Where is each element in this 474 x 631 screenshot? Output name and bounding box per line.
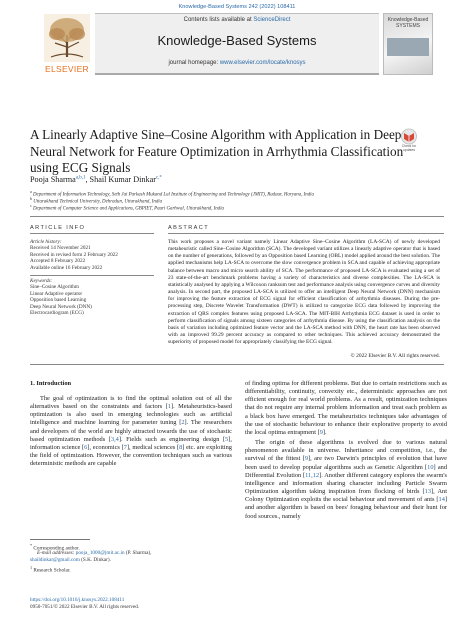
email-link[interactable]: shaildinkar@gmail.com bbox=[30, 557, 80, 563]
body-paragraph bbox=[245, 439, 447, 521]
crossmark-icon bbox=[398, 128, 420, 145]
citation-link[interactable]: 1 bbox=[167, 403, 171, 411]
body-text: ], medical sciences [ bbox=[126, 443, 180, 451]
body-paragraph bbox=[30, 395, 232, 468]
publisher-logo-text: ELSEVIER bbox=[45, 64, 89, 74]
abstract-heading: ABSTRACT bbox=[168, 225, 210, 231]
body-text: ] etc. are exploiting the field of optimization. However, the convention techniques such as various deterministic methods are capable bbox=[30, 443, 232, 468]
keyword-item[interactable]: Sine–Cosine Algorithm bbox=[30, 284, 79, 291]
sciencedirect-link[interactable]: ScienceDirect bbox=[253, 17, 291, 23]
research-scholar-note bbox=[30, 565, 71, 574]
citation-link[interactable]: 14 bbox=[438, 496, 445, 504]
citation-link[interactable]: 6 bbox=[84, 443, 88, 451]
citation-link[interactable]: 7 bbox=[123, 443, 127, 451]
affiliation-text: Department of Information Technology, Seth Jai Parkash Mukand Lal Institute of Engineering and Technology (JMIT), Radaur, Haryana, India bbox=[33, 192, 314, 198]
citation-link[interactable]: 2 bbox=[181, 419, 185, 427]
masthead-band bbox=[95, 13, 379, 75]
email-owner: (P. Sharma), bbox=[124, 550, 152, 556]
body-text: ], are two Darwin's principles of evolution that have been used to develop popular algorithms such as Genetic Algorithm [ bbox=[245, 455, 447, 471]
citation-link[interactable]: 10 bbox=[427, 463, 434, 471]
affiliation-mark: b bbox=[30, 196, 32, 201]
abstract-rule bbox=[168, 233, 444, 234]
citation-link[interactable]: 8 bbox=[179, 443, 183, 451]
keyword-item[interactable]: Opposition based Learning bbox=[30, 297, 87, 304]
contents-prefix: Contents lists available at bbox=[183, 17, 254, 23]
introduction-heading: 1. Introduction bbox=[30, 380, 72, 387]
cover-band bbox=[387, 38, 429, 56]
citation-link[interactable]: 11,12 bbox=[305, 471, 320, 479]
issn-line: 0950-7051/© 2022 Elsevier B.V. All rights reserved. bbox=[30, 604, 140, 610]
crossmark-label: Check for updates bbox=[401, 144, 417, 152]
homepage-link[interactable]: www.elsevier.com/locate/knosys bbox=[219, 60, 306, 66]
body-text: ] and Differential Evolution [ bbox=[245, 463, 448, 479]
keywords-label: Keywords: bbox=[30, 278, 53, 284]
author-name[interactable]: Shail Kumar Dinkar bbox=[89, 175, 156, 184]
keyword-item[interactable]: Electrocardiogram (ECG) bbox=[30, 310, 84, 317]
journal-cover-thumbnail[interactable] bbox=[383, 13, 433, 75]
email-addresses bbox=[30, 550, 151, 557]
footnote-mark: * bbox=[30, 543, 33, 548]
introduction-left-column bbox=[30, 395, 232, 470]
corresponding-author-label: Corresponding author. bbox=[33, 545, 80, 552]
body-text: ]. Another different category explores the swarm's intelligence and information sharing character including Particle Swarm Optimization algorithm taking inspiration from flocking of birds [ bbox=[245, 471, 447, 496]
cover-title: Knowledge-Based SYSTEMS bbox=[387, 17, 429, 29]
abstract-copyright: © 2022 Elsevier B.V. All rights reserved. bbox=[350, 353, 440, 359]
citation-link[interactable]: 13 bbox=[424, 488, 431, 496]
keyword-item[interactable]: Linear Adaptive operator bbox=[30, 290, 83, 297]
contents-line bbox=[95, 17, 379, 23]
doi-line bbox=[30, 597, 124, 604]
author-line bbox=[30, 175, 162, 184]
article-title: A Linearly Adaptive Sine–Cosine Algorithm with Application in Deep Neural Network for Feature Optimization in Arrhythmia Classification using ECG Signals bbox=[30, 127, 404, 175]
research-scholar-text: Research Scholar. bbox=[33, 567, 71, 574]
article-history bbox=[30, 239, 150, 271]
article-info-heading: ARTICLE INFO bbox=[30, 225, 86, 231]
history-item: Available online 16 February 2022 bbox=[30, 264, 103, 271]
email-link[interactable]: pooja_1000@jmit.ac.in bbox=[75, 550, 125, 556]
body-text: ]. The researchers and developers of the world are highly attracted towards the use of stochastic based optimization methods [ bbox=[30, 419, 233, 443]
footnote-mark: 1 bbox=[30, 565, 33, 570]
header-divider bbox=[30, 216, 444, 217]
article-info-rule bbox=[30, 233, 154, 234]
body-text: of finding optima for different problems. But due to certain restrictions such as differentiability, continuity, convexity etc., deterministic approaches are not efficient enough for real world problems. As a result, optimization techniques that do not require any internal problem information and treat each problem as a black box have emerged. The metaheuristics techniques take advantages of the use of stochastic behaviour to enhance their explorative property to avoid the local optima entrapment [ bbox=[245, 380, 447, 436]
history-item: Received in revised form 2 February 2022 bbox=[30, 251, 118, 258]
author-marks[interactable]: c,* bbox=[155, 175, 162, 181]
keywords-rule bbox=[30, 275, 154, 276]
history-item: Accepted 8 February 2022 bbox=[30, 258, 86, 265]
citation-link[interactable]: 3,4 bbox=[110, 435, 119, 443]
elsevier-tree-icon bbox=[43, 13, 91, 63]
body-text: The goal of optimization is to find the optimal solution out of all the alternatives based on the constraints and factors [ bbox=[30, 395, 232, 411]
journal-masthead bbox=[43, 13, 433, 75]
homepage-prefix: journal homepage: bbox=[168, 60, 220, 66]
body-text: ] and another algorithm is based on bees' foraging behaviour and their hunt for food sources., namely bbox=[245, 496, 447, 520]
body-text: ]. bbox=[322, 428, 327, 436]
author-marks[interactable]: a,b,1 bbox=[75, 175, 86, 181]
footnote-divider bbox=[30, 539, 90, 540]
email-addresses-cont bbox=[30, 557, 111, 564]
affiliation-text: Department of Computer Science and Applications, GBPIET, Pauri Garhwal, Uttarakhand, India bbox=[33, 206, 225, 212]
check-for-updates-badge[interactable] bbox=[398, 128, 420, 154]
body-text: ]. Metaheuristics-based optimization is also used in emerging technologies such as artificial intelligence and machine learning for parameter tuning [ bbox=[30, 403, 232, 427]
doi-link[interactable]: https://doi.org/10.1016/j.knosys.2022.108411 bbox=[30, 597, 125, 603]
affiliation-mark: a bbox=[30, 189, 32, 194]
body-text: ], economics [ bbox=[87, 443, 124, 451]
citation-link[interactable]: 9 bbox=[304, 455, 309, 463]
affiliation-text: Uttarakhand Technical University, Dehradun, Uttarakhand, India bbox=[33, 199, 163, 205]
email-owner: (S.K. Dinkar). bbox=[79, 557, 111, 563]
body-text: The origin of these algorithms is evolved due to various natural phenomenon available in universe. Inheritance and competition, i.e., the survival of the fittest [ bbox=[245, 439, 447, 463]
body-text: ], Ant Colony Optimization exploits the social behaviour and movement of ants [ bbox=[245, 488, 447, 504]
introduction-right-column bbox=[245, 380, 447, 523]
keyword-item[interactable]: Deep Neural Network (DNN) bbox=[30, 303, 92, 310]
running-head: Knowledge-Based Systems 242 (2022) 108411 bbox=[178, 4, 296, 10]
history-item: Received 14 November 2021 bbox=[30, 245, 91, 252]
body-text: ]. Fields such as engineering design [ bbox=[118, 435, 226, 443]
affiliation-mark: c bbox=[30, 203, 32, 208]
email-label: E-mail addresses: bbox=[37, 550, 76, 556]
journal-name: Knowledge-Based Systems bbox=[157, 33, 317, 48]
citation-link[interactable]: 9 bbox=[319, 428, 323, 436]
elsevier-logo[interactable] bbox=[43, 13, 91, 75]
homepage-line bbox=[95, 60, 379, 66]
history-label: Article history: bbox=[30, 239, 62, 245]
body-paragraph bbox=[245, 380, 447, 437]
affiliation bbox=[30, 203, 224, 212]
citation-link[interactable]: 5 bbox=[225, 435, 229, 443]
author-name[interactable]: Pooja Sharma bbox=[30, 175, 76, 184]
keywords-list bbox=[30, 278, 150, 317]
author-separator: , bbox=[85, 175, 90, 184]
abstract-text: This work proposes a novel variant namely Linear Adaptive Sine–Cosine Algorithm (LA-SCA) of newly developed metaheuristic called Sine–Cosine Algorithm (SCA). The developed variant utilizes a linearly adaptive operator that is based on the number of generations, followed by an Opposition based Learning (OBL) model applied around the best solution. The applied mechanisms help LA-SCA to overcome the slow convergence problem in SCA and capable of achieving appropriate balance between macro and micro search ability of SCA. The performance of proposed LA-SCA is evaluated using a set of 23 state-of-the-art benchmark problems having a variety of characteristics and diverse complexities. The LA-SCA is statistically analysed by applying a Wilcoxon ranksum test and performance analysis using convergence curves and diversity analysis. In second part, the proposed LA-SCA is utilized to offer an intelligent Deep Neural Network (DNN) mechanism for improving the feature extraction of ECG signal for efficient classification of arrhythmia diseases. During the pre-processing step, Discrete Wavelet Transformation (DWT) is utilized to categorize ECG data followed by improving the extraction of QRS complex features using proposed LA-SCA. The MIT-BIH Arrhythmia ECG dataset is used in order to perform classification of signals among sixteen categories of arrhythmia disease. By using the classification analysis on the basis of variation including optimized feature vector and the LA-SCA method with DNN, the heart rate has been observed with an improved 99.29 percent accuracy as compared to other techniques. This achieved accuracy demonstrated the superiority of proposed model for appropriately classifying the ECG signal. bbox=[168, 239, 441, 346]
abstract-bottom-divider bbox=[30, 364, 444, 365]
body-text: ], information science [ bbox=[30, 435, 232, 451]
